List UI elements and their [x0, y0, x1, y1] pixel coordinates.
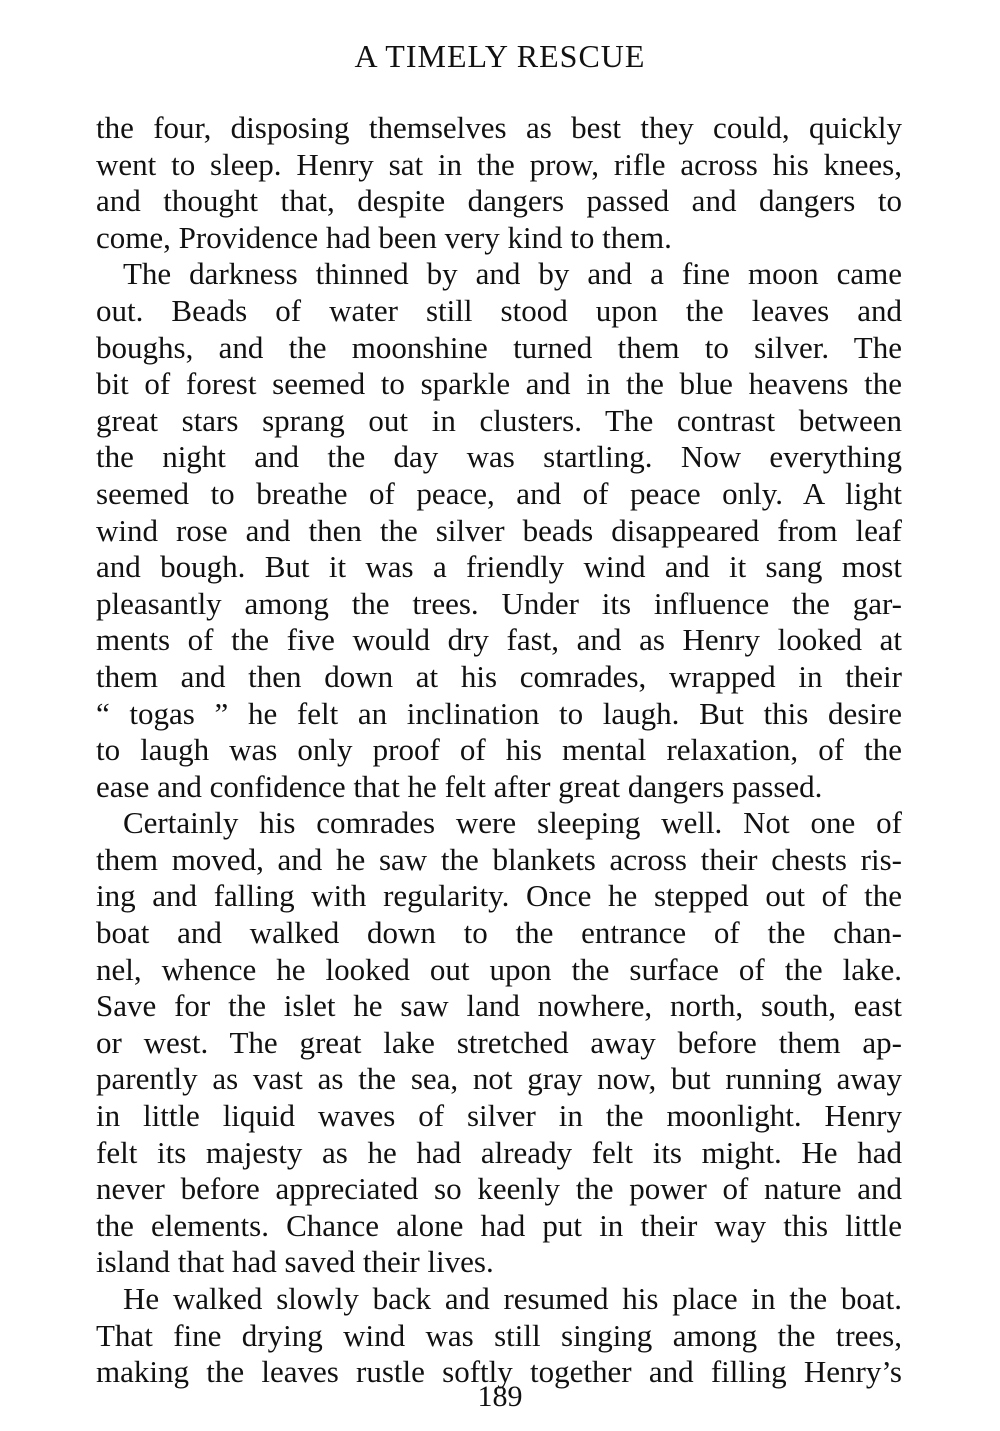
text-line: or west. The great lake stretched away before them ap- [96, 1024, 902, 1060]
text-line: The darkness thinned by and by and a fine moon came [123, 256, 902, 292]
text-line: making the leaves rustle softly together and filling Henry’s [96, 1354, 902, 1390]
text-line: “ togas ” he felt an inclination to laugh. But this desire [96, 695, 902, 731]
text-line: come, Providence had been very kind to them. [96, 219, 672, 255]
text-line: nel, whence he looked out upon the surface of the lake. [96, 951, 902, 987]
text-line: never before appreciated so keenly the power of nature and [96, 1171, 902, 1207]
text-line: ease and confidence that he felt after great dangers passed. [96, 768, 823, 804]
running-title: A TIMELY RESCUE [354, 38, 646, 74]
text-line: the elements. Chance alone had put in their way this little [96, 1207, 902, 1243]
text-line: island that had saved their lives. [96, 1244, 494, 1280]
text-line: Save for the islet he saw land nowhere, north, south, east [96, 988, 902, 1024]
page-number: 189 [477, 1380, 523, 1413]
text-line: ing and falling with regularity. Once he stepped out of the [96, 878, 902, 914]
text-line: and bough. But it was a friendly wind and it sang most [96, 549, 902, 585]
text-line: Certainly his comrades were sleeping well. Not one of [123, 805, 902, 841]
text-line: He walked slowly back and resumed his place in the boat. [123, 1281, 902, 1316]
body-text [96, 110, 902, 1391]
text-line: them moved, and he saw the blankets across their chests ris- [96, 841, 902, 877]
text-line: That fine drying wind was still singing among the trees, [96, 1317, 902, 1353]
text-line: the night and the day was startling. Now everything [96, 439, 902, 475]
text-line: the four, disposing themselves as best they could, quickly [96, 110, 902, 145]
text-line: seemed to breathe of peace, and of peace only. A light [96, 475, 902, 511]
text-line: boughs, and the moonshine turned them to silver. The [96, 329, 902, 365]
text-line: bit of forest seemed to sparkle and in the blue heavens the [96, 366, 902, 402]
text-line: pleasantly among the trees. Under its influence the gar- [96, 585, 902, 621]
text-line: parently as vast as the sea, not gray now, but running away [96, 1061, 902, 1097]
text-line: them and then down at his comrades, wrapped in their [96, 658, 902, 694]
text-line: to laugh was only proof of his mental relaxation, of the [96, 732, 902, 768]
text-line: in little liquid waves of silver in the moonlight. Henry [96, 1098, 902, 1134]
text-line: ments of the five would dry fast, and as Henry looked at [96, 622, 902, 658]
text-line: boat and walked down to the entrance of the chan- [96, 915, 902, 951]
text-line: great stars sprang out in clusters. The contrast between [96, 402, 902, 438]
text-line: out. Beads of water still stood upon the leaves and [96, 292, 902, 328]
text-line: wind rose and then the silver beads disappeared from leaf [96, 512, 902, 548]
text-line: felt its majesty as he had already felt its might. He had [96, 1134, 902, 1170]
text-line: went to sleep. Henry sat in the prow, rifle across his knees, [96, 146, 902, 182]
text-line: and thought that, despite dangers passed and dangers to [96, 183, 902, 219]
